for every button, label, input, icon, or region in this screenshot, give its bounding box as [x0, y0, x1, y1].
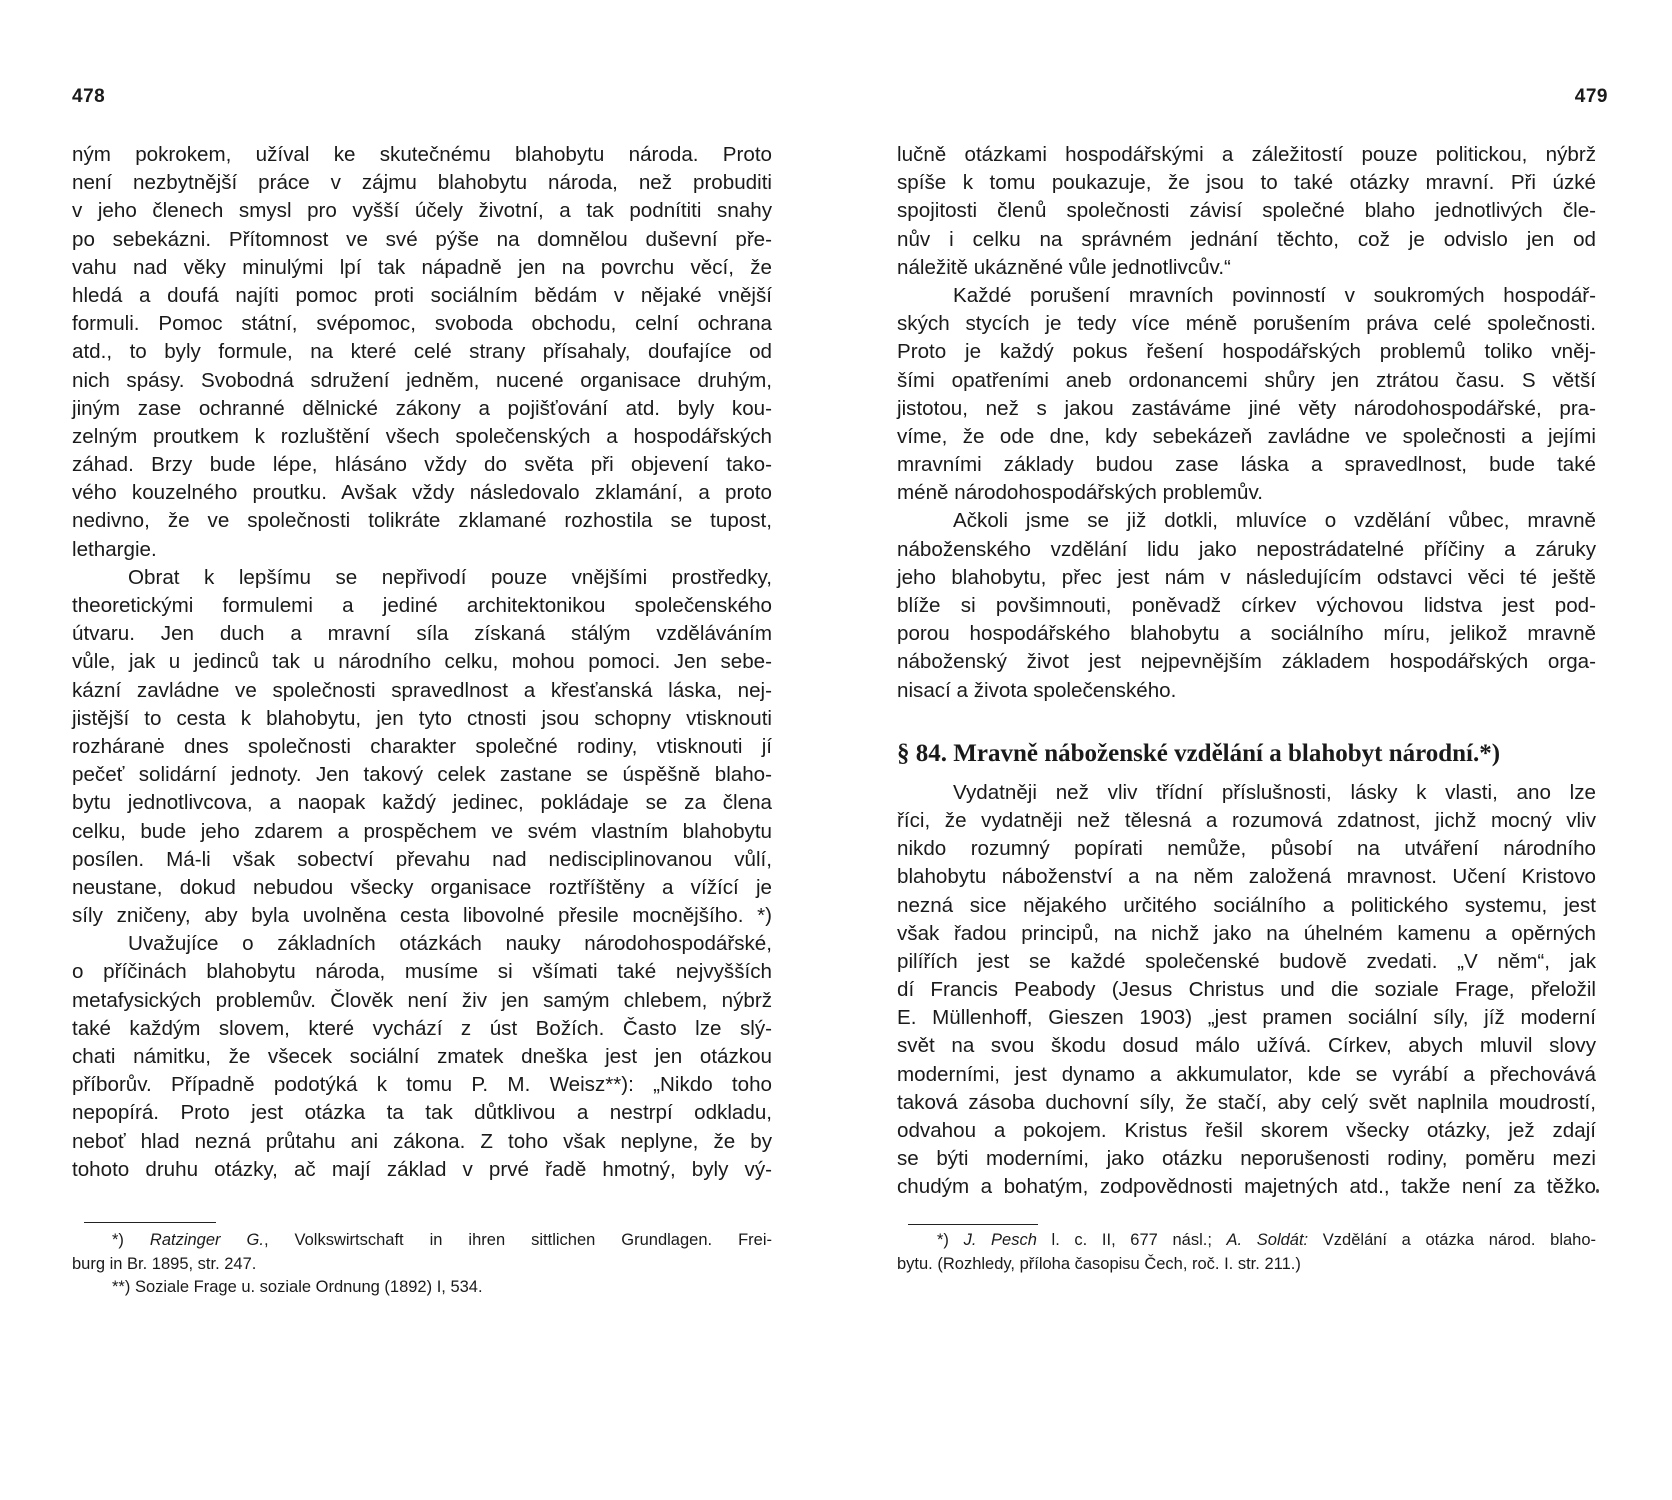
footnote-1-continuation: bytu. (Rozhledy, příloha časopisu Čech, roč. I. str. 211.): [897, 1254, 1301, 1273]
body-text: [897, 141, 1596, 1202]
text-line: Uvažujíce o základních otázkách nauky národohospodářské,: [128, 932, 772, 956]
text-line: ným pokrokem, užíval ke skutečnému blahobytu národa. Proto: [72, 143, 772, 166]
text-line: zelným proutkem k rozluštění všech společenských a hospodářských: [72, 424, 772, 448]
ink-speck: [1596, 1189, 1599, 1193]
footnote-author: Ratzinger G.: [149, 1231, 264, 1249]
footnote-text: l. c. II, 677 násl.;: [1036, 1231, 1227, 1249]
text-line: jiným zase ochranné dělnické zákony a pojišťování atd. byly kou-: [72, 396, 772, 420]
footnote-1-continuation: burg in Br. 1895, str. 247.: [72, 1254, 257, 1273]
footnote-marker: **): [112, 1278, 131, 1296]
text-line: kázní zavládne ve společnosti spravedlnost a křesťanská láska, nej-: [72, 678, 772, 702]
text-line: pilířích jest se každé společenské budově zvedati. „V něm“, jak: [897, 949, 1596, 973]
text-line: nedivno, že ve společnosti tolikráte zklamané rozhostila se tupost,: [72, 509, 772, 533]
text-line: se býti moderními, jako otázku neporušenosti rodiny, poměru mezi: [897, 1147, 1596, 1171]
footnote-marker: *): [112, 1231, 124, 1249]
text-line: záhad. Brzy bude lépe, hlásáno vždy do světa při objevení tako-: [72, 453, 772, 477]
text-line: lučně otázkami hospodářskými a záležitostí pouze politickou, nýbrž: [897, 143, 1596, 166]
text-line: blahobytu náboženství a na něm založená mravnost. Učení Kristovo: [897, 865, 1596, 889]
text-line: jeho blahobytu, přec jest nám v následujícím odstavci věci té ještě: [897, 565, 1596, 589]
text-line: tohoto druhu otázky, ač mají základ v prvé řadě hmotný, byly vý-: [72, 1157, 772, 1181]
footnotes: [72, 1229, 772, 1300]
text-line: porou hospodářského blahobytu a sociálního míru, jelikož mravně: [897, 622, 1596, 646]
text-line: neustane, dokud nebudou všecky organisace roztříštěny a vížící je: [72, 875, 772, 899]
text-line: síly zničeny, aby byla uvolněna cesta libovolné přesile mocnějšího. *): [72, 904, 772, 928]
text-line: chati námitku, že všecek sociální zmatek dneška jest jen otázkou: [72, 1045, 772, 1068]
text-line: hledá a doufá najíti pomoc proti sociálním bědám v nějaké vnější: [72, 283, 772, 307]
text-line: neboť hlad nezná průtahu ani zákona. Z toho však neplyne, že by: [72, 1129, 772, 1153]
footnote-1: [72, 1229, 772, 1253]
right-page: [836, 0, 1672, 1500]
page-number: 479: [1574, 86, 1608, 107]
text-line: atd., to byly formule, na které celé strany přísahaly, doufajíce od: [72, 340, 772, 364]
text-line: méně národohospodářských problemův.: [897, 481, 1263, 505]
text-line: náležitě ukázněné vůle jednotlivcův.“: [897, 255, 1231, 279]
text-line: Proto je každý pokus řešení hospodářských problemů toliko vněj-: [897, 340, 1596, 364]
text-line: theoretickými formulemi a jediné architektonikou společenského: [72, 594, 772, 617]
footnote-text: Vzdělání a otázka národ. blaho-: [1308, 1231, 1597, 1249]
text-line: útvaru. Jen duch a mravní síla získaná stálým vzděláváním: [72, 622, 772, 646]
text-line: Obrat k lepšímu se nepřivodí pouze vnějšími prostředky,: [128, 565, 772, 589]
text-line: Ačkoli jsme se již dotkli, mluvíce o vzdělání vůbec, mravně: [953, 509, 1596, 533]
page-number: 478: [72, 86, 106, 107]
text-line: šími opatřeními aneb ordonancemi shůry jen ztrátou času. S větší: [897, 368, 1596, 392]
text-line: jistotou, než s jakou zastáváme jiné věty národohospodářské, pra-: [897, 396, 1596, 420]
text-line: Vydatněji než vliv třídní příslušnosti, lásky k vlasti, ano lze: [953, 780, 1596, 804]
text-line: chudým a bohatým, zodpovědnosti majetných atd., takže není za těžko: [897, 1175, 1596, 1199]
text-line: po sebekázni. Přítomnost ve své pýše na domnělou duševní pře-: [72, 227, 772, 251]
text-line: říci, že vydatněji než tělesná a rozumová zdatnost, jichž mocný vliv: [897, 808, 1596, 832]
footnote-2: [72, 1276, 772, 1300]
text-line: mravními základy budou zase láska a spravedlnost, bude také: [897, 453, 1596, 477]
text-line: nepopírá. Proto jest otázka ta tak důtklivou a nestrpí odkladu,: [72, 1101, 772, 1125]
text-line: vahu nad věky minulými lpí tak nápadně jen na povrchu věcí, že: [72, 255, 772, 279]
text-line: o příčinách blahobytu národa, musíme si všímati také nejvyšších: [72, 960, 772, 984]
text-line: pečeť solidární jednoty. Jen takový celek zastane se úspěšně blaho-: [72, 763, 772, 787]
body-text: [72, 141, 772, 1184]
text-line: bytu jednotlivcova, a naopak každý jedinec, pokládaje se za člena: [72, 791, 772, 815]
text-line: metafysických problemův. Člověk není živ jen samým chlebem, nýbrž: [72, 988, 772, 1012]
text-line: dí Francis Peabody (Jesus Christus und die soziale Frage, přeložil: [897, 978, 1596, 1002]
footnote-marker: *): [937, 1231, 949, 1249]
text-line: spíše k tomu poukazuje, že jsou to také otázky mravní. Při úzké: [897, 171, 1596, 195]
text-line: nezná sice nějakého určitého sociálního a politického systemu, jest: [897, 893, 1596, 917]
text-line: ských stycích je tedy více méně porušením práva celé společnosti.: [897, 312, 1596, 336]
text-line: v jeho členech smysl pro vyšší účely životní, a tak podnítiti snahy: [72, 199, 772, 223]
text-line: Každé porušení mravních povinností v soukromých hospodář-: [953, 283, 1596, 307]
text-line: svět na svou škodu dosud málo užívá. Církev, abych mluvil slovy: [897, 1034, 1596, 1058]
text-line: nikdo rozumný popírati nemůže, působí na utváření národního: [897, 837, 1596, 861]
footnote-author: J. Pesch: [963, 1231, 1037, 1249]
footnote-text: , Volkswirtschaft in ihren sittlichen Grundlagen. Frei-: [263, 1231, 772, 1249]
text-line: také každým slovem, které vychází z úst Božích. Často lze slý-: [72, 1016, 772, 1040]
section-heading: § 84. Mravně náboženské vzdělání a blahobyt národní.*): [897, 739, 1501, 767]
text-line: blíže si povšimnouti, poněvadž církev výchovou lidstva jest pod-: [897, 594, 1596, 617]
text-line: taková zásoba duchovní síly, že stačí, aby celý svět naplnila moudrostí,: [897, 1090, 1596, 1114]
text-line: celku, bude jeho zdarem a prospěchem ve svém vlastním blahobytu: [72, 819, 772, 843]
text-line: náboženský život jest nejpevnějším základem hospodářských orga-: [897, 650, 1596, 674]
text-line: příborův. Případně podotýká k tomu P. M. Weisz**): „Nikdo toho: [72, 1073, 772, 1097]
text-line: formuli. Pomoc státní, svépomoc, svoboda obchodu, celní ochrana: [72, 312, 772, 336]
text-line: náboženského vzdělání lidu jako nepostrádatelné příčiny a záruky: [897, 537, 1596, 561]
text-line: posílen. Má-li však sobectví převahu nad nedisciplinovanou vůlí,: [72, 847, 772, 871]
text-line: vého kouzelného proutku. Avšak vždy následovalo zklamání, a proto: [72, 481, 772, 505]
text-line: není nezbytnější práce v zájmu blahobytu národa, než probuditi: [72, 171, 772, 195]
text-line: však řadou principů, na nichž jako na úhelném kamenu a opěrných: [897, 921, 1596, 945]
text-line: nův i celku na správném jednání těchto, což je odvislo jen od: [897, 227, 1596, 251]
text-line: nich spásy. Svobodná sdružení jedněm, nucené organisace druhým,: [72, 368, 772, 392]
text-line: spojitosti členů společnosti závisí společné blaho jednotlivých čle-: [897, 199, 1596, 223]
text-line: jistější to cesta k blahobytu, jen tyto ctnosti jsou schopny vtisknouti: [72, 706, 772, 730]
footnote-author: A. Soldát:: [1226, 1231, 1309, 1249]
footnote-text: Soziale Frage u. soziale Ordnung (1892) I, 534.: [134, 1278, 483, 1296]
footnote-divider: [908, 1224, 1038, 1225]
text-line: nisací a života společenského.: [897, 678, 1177, 702]
text-line: vůle, jak u jedinců tak u národního celku, mohou pomoci. Jen sebe-: [72, 650, 772, 674]
text-line: moderními, jest dynamo a akkumulator, kde se vyrábí a přechovává: [897, 1062, 1596, 1086]
footnotes: [897, 1229, 1596, 1276]
text-line: víme, že ode dne, kdy sebekázeň zavládne ve společnosti a jejími: [897, 424, 1596, 448]
footnote-divider: [84, 1222, 216, 1223]
text-line: E. Müllenhoff, Gieszen 1903) „jest pramen sociální síly, jíž moderní: [897, 1006, 1596, 1030]
footnote-1: [897, 1229, 1596, 1253]
text-line: lethargie.: [72, 537, 157, 561]
text-line: odvahou a pokojem. Kristus řešil skorem všecky otázky, jež zdají: [897, 1119, 1596, 1142]
text-line: rozháranė dnes společnosti charakter společné rodiny, vtisknouti jí: [72, 734, 772, 758]
